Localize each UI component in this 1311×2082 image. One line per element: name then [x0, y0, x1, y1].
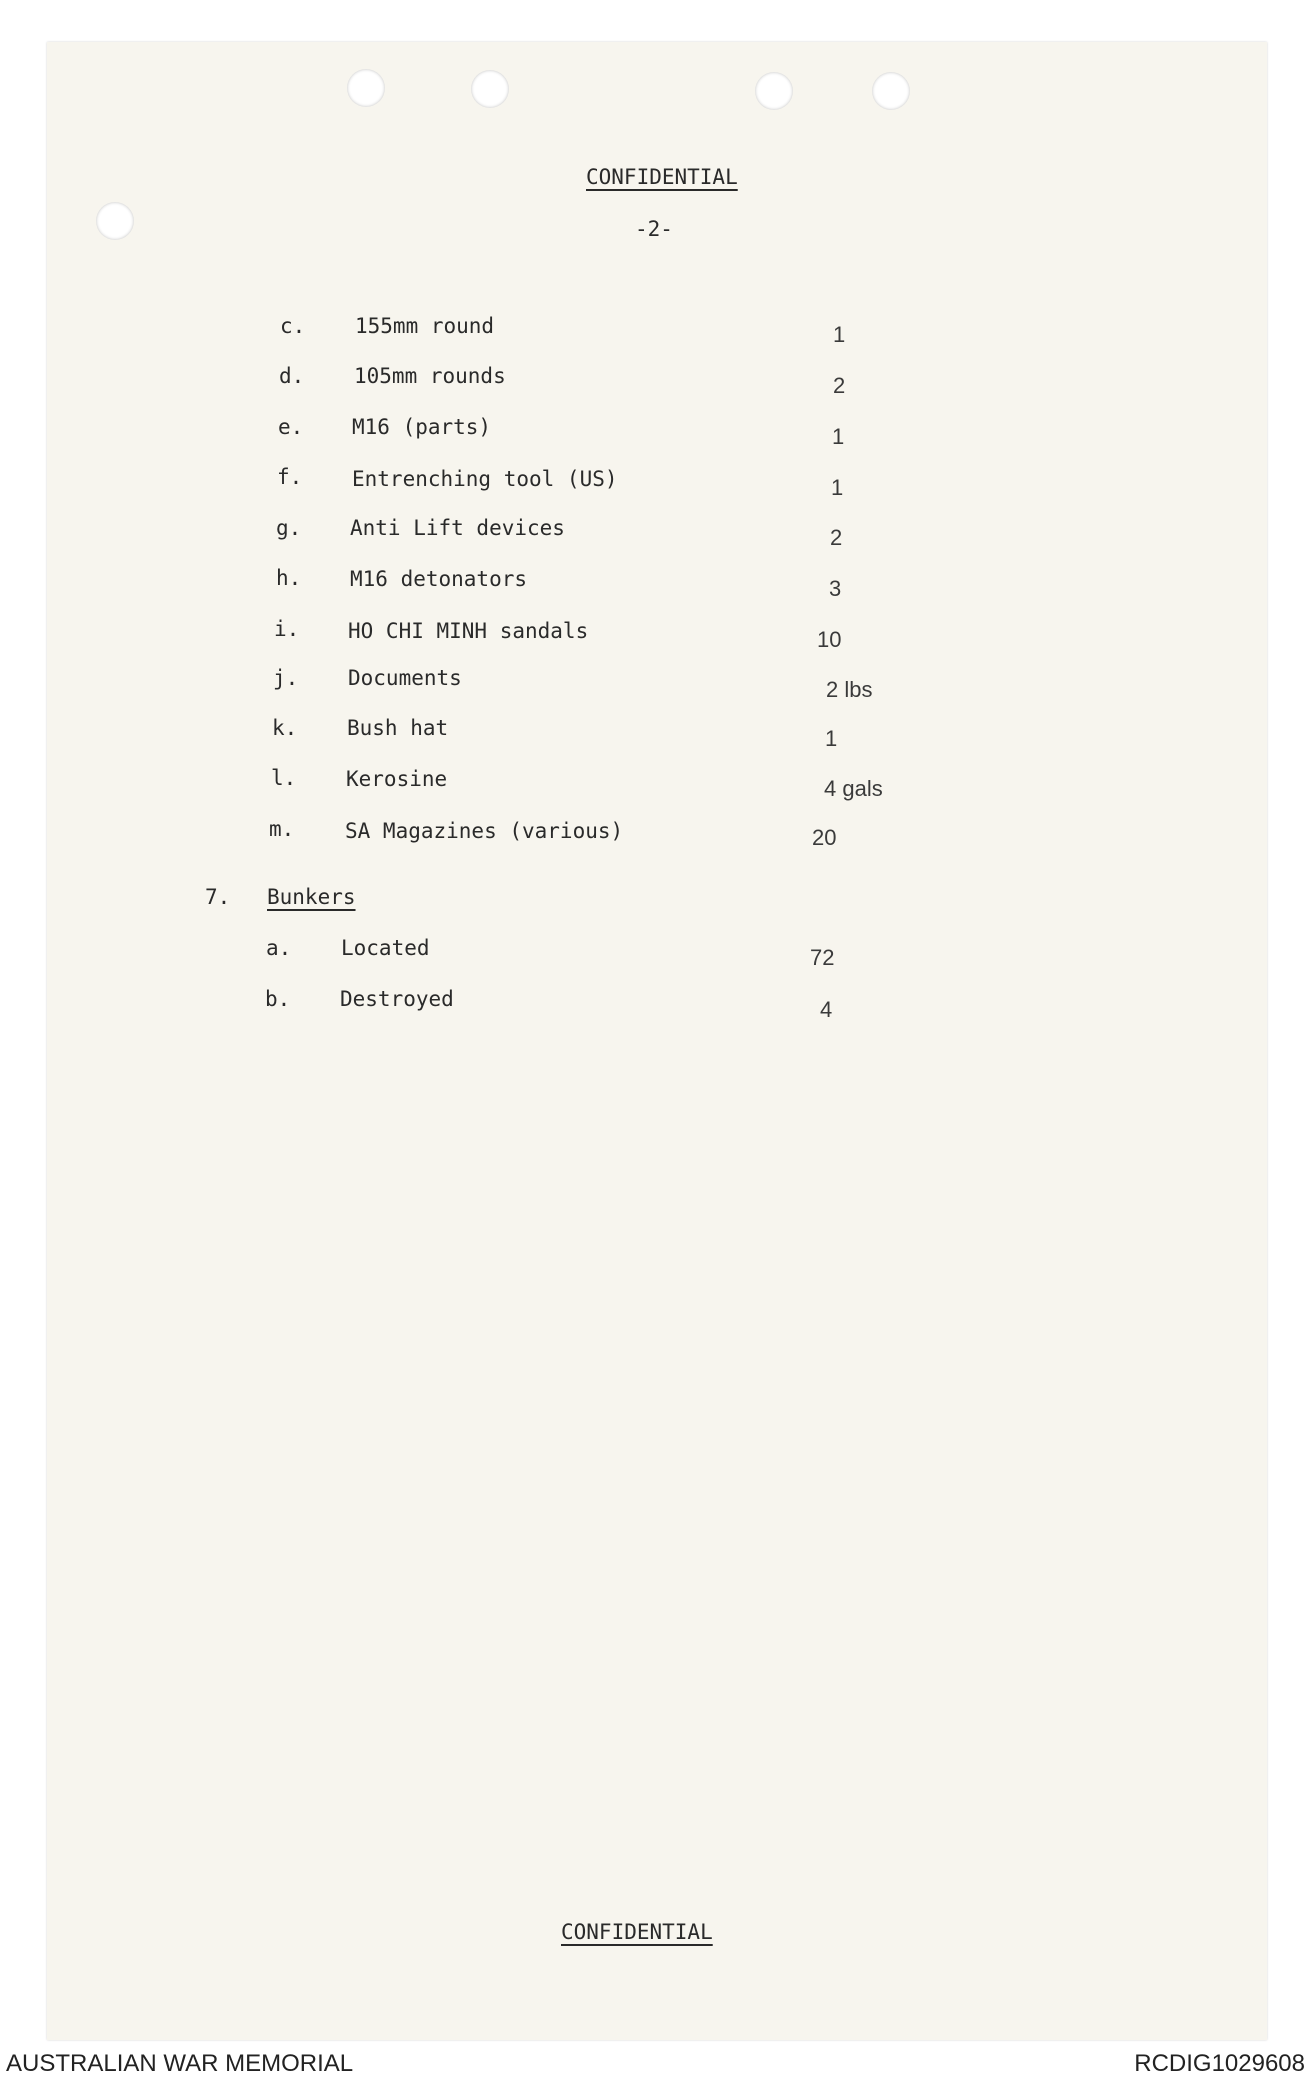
item-letter: e.: [278, 415, 304, 439]
institution-label: AUSTRALIAN WAR MEMORIAL: [6, 2050, 354, 2077]
item-description: Documents: [348, 666, 462, 690]
item-description: Bush hat: [347, 716, 449, 740]
item-description: 105mm rounds: [354, 364, 506, 388]
item-letter: c.: [280, 314, 306, 338]
item-letter: g.: [276, 516, 302, 540]
item-quantity: 20: [812, 825, 837, 850]
item-letter: b.: [265, 987, 291, 1011]
item-quantity: 1: [831, 475, 844, 500]
item-quantity: 2 lbs: [826, 677, 873, 702]
item-description: Located: [341, 936, 430, 960]
section-heading: Bunkers: [267, 885, 356, 909]
item-quantity: 1: [833, 322, 846, 347]
item-letter: h.: [276, 566, 302, 590]
archive-footer: [0, 2042, 1311, 2082]
section-number: 7.: [205, 885, 231, 909]
item-letter: m.: [269, 817, 295, 841]
item-description: Anti Lift devices: [350, 516, 565, 540]
punch-hole: [96, 202, 134, 240]
item-quantity: 1: [832, 424, 845, 449]
item-letter: d.: [279, 364, 305, 388]
item-quantity: 72: [810, 945, 835, 970]
item-letter: k.: [272, 716, 298, 740]
item-letter: j.: [273, 666, 299, 690]
item-letter: l.: [271, 766, 297, 790]
item-description: 155mm round: [355, 314, 495, 338]
item-letter: f.: [277, 465, 303, 489]
item-quantity: 3: [829, 576, 842, 601]
page-number: -2-: [635, 217, 673, 241]
item-description: Destroyed: [340, 987, 454, 1011]
paper-sheet: [47, 42, 1267, 2040]
item-description: M16 detonators: [350, 567, 528, 591]
item-description: Kerosine: [346, 767, 448, 791]
classification-footer: CONFIDENTIAL: [561, 1920, 713, 1944]
item-description: M16 (parts): [352, 415, 492, 439]
punch-hole: [755, 72, 793, 110]
item-quantity: 2: [833, 373, 846, 398]
item-description: HO CHI MINH sandals: [348, 619, 589, 643]
item-description: SA Magazines (various): [345, 819, 624, 843]
item-quantity: 10: [817, 627, 842, 652]
punch-hole: [471, 70, 509, 108]
item-letter: i.: [274, 617, 300, 641]
punch-hole: [872, 72, 910, 110]
item-quantity: 2: [830, 525, 843, 550]
item-letter: a.: [266, 936, 292, 960]
item-quantity: 4: [820, 997, 833, 1022]
classification-header: CONFIDENTIAL: [586, 165, 738, 189]
item-quantity: 4 gals: [824, 776, 883, 801]
reference-label: RCDIG1029608: [1134, 2050, 1305, 2077]
item-quantity: 1: [825, 726, 838, 751]
item-description: Entrenching tool (US): [352, 467, 618, 491]
punch-hole: [347, 69, 385, 107]
